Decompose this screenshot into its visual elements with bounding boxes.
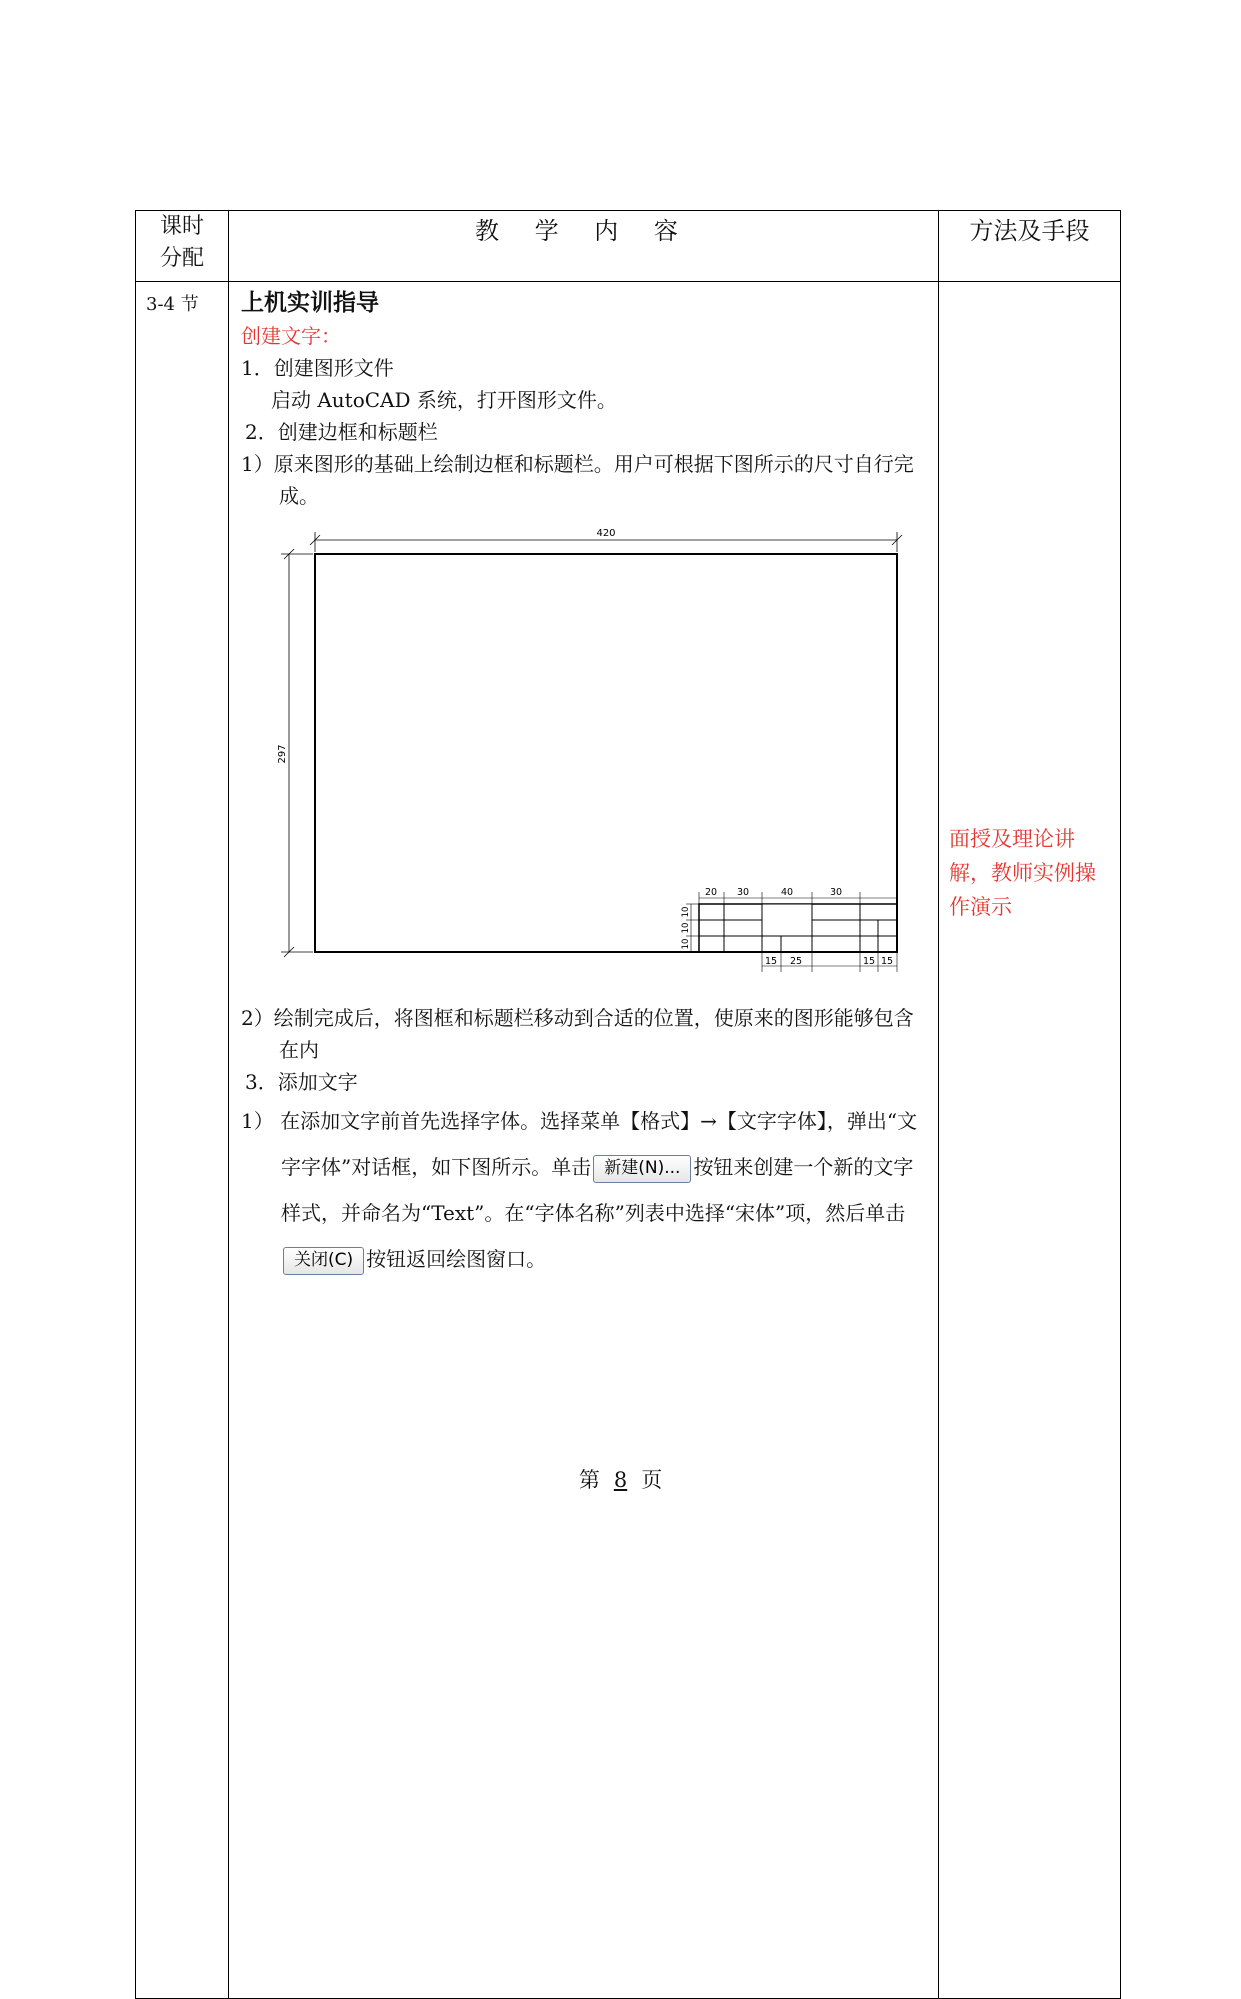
tb-left-dim-1: 10 xyxy=(681,906,691,918)
tb-left-dim-3: 10 xyxy=(681,938,691,950)
header-period-line2: 分配 xyxy=(159,246,204,271)
header-content-cell: 教 学 内 容 xyxy=(229,211,939,282)
tb-top-dim-2: 30 xyxy=(736,887,750,898)
table-body-row xyxy=(136,282,1121,1999)
section-title: 上机实训指导 xyxy=(241,290,379,316)
page-footer xyxy=(0,1464,1241,1494)
table-header-row xyxy=(136,211,1121,282)
tb-left-dim-2: 10 xyxy=(681,922,691,934)
new-button[interactable]: 新建(N)... xyxy=(593,1155,691,1183)
lesson-table xyxy=(135,210,1121,1999)
tb-top-dim-3: 40 xyxy=(780,887,794,898)
tb-bottom-dim-1: 15 xyxy=(764,956,778,967)
step1-heading: 1．创建图形文件 xyxy=(241,356,394,380)
tb-top-dim-1: 20 xyxy=(704,887,718,898)
dim-height-label: 297 xyxy=(277,744,288,764)
period-cell: 3-4 节 xyxy=(136,282,229,1999)
content-cell xyxy=(229,282,939,1999)
step2-item2: 2）绘制完成后，将图框和标题栏移动到合适的位置，使原来的图形能够包含在内 xyxy=(241,1006,914,1062)
step1-description: 启动 AutoCAD 系统，打开图形文件。 xyxy=(271,388,617,412)
step3-text-part2: 按钮来创建一个新的文字样式，并命名为“Text”。在“字体名称”列表中选择“宋体”项，然后单击 xyxy=(281,1155,914,1225)
footer-prefix: 第 xyxy=(578,1468,600,1492)
frame-drawing xyxy=(277,526,937,996)
section-subtitle: 创建文字： xyxy=(241,324,341,348)
header-period-cell xyxy=(136,211,229,282)
header-method-cell: 方法及手段 xyxy=(939,211,1121,282)
tb-bottom-dim-2: 25 xyxy=(789,956,803,967)
step3-item1 xyxy=(241,1098,928,1282)
tb-top-dim-4: 30 xyxy=(829,887,843,898)
footer-suffix: 页 xyxy=(641,1468,663,1492)
page-number: 8 xyxy=(613,1468,628,1492)
tb-bottom-dim-3: 15 xyxy=(862,956,876,967)
dim-width-label: 420 xyxy=(596,528,616,539)
step3-text-part1: 1） 在添加文字前首先选择字体。选择菜单【格式】→【文字字体】，弹出“文字字体”对话框，如下图所示。单击 xyxy=(241,1109,918,1179)
header-period-line1: 课时 xyxy=(159,214,204,239)
close-button[interactable]: 关闭(C) xyxy=(283,1247,364,1275)
step2-heading: 2．创建边框和标题栏 xyxy=(245,420,438,444)
step3-text-part3: 按钮返回绘图窗口。 xyxy=(366,1247,547,1271)
step3-heading: 3．添加文字 xyxy=(245,1070,358,1094)
tb-bottom-dim-4: 15 xyxy=(880,956,894,967)
step2-item1: 1）原来图形的基础上绘制边框和标题栏。用户可根据下图所示的尺寸自行完成。 xyxy=(241,452,914,508)
method-cell: 面授及理论讲解，教师实例操作演示 xyxy=(939,282,1121,1999)
drawing-frame xyxy=(315,554,897,952)
